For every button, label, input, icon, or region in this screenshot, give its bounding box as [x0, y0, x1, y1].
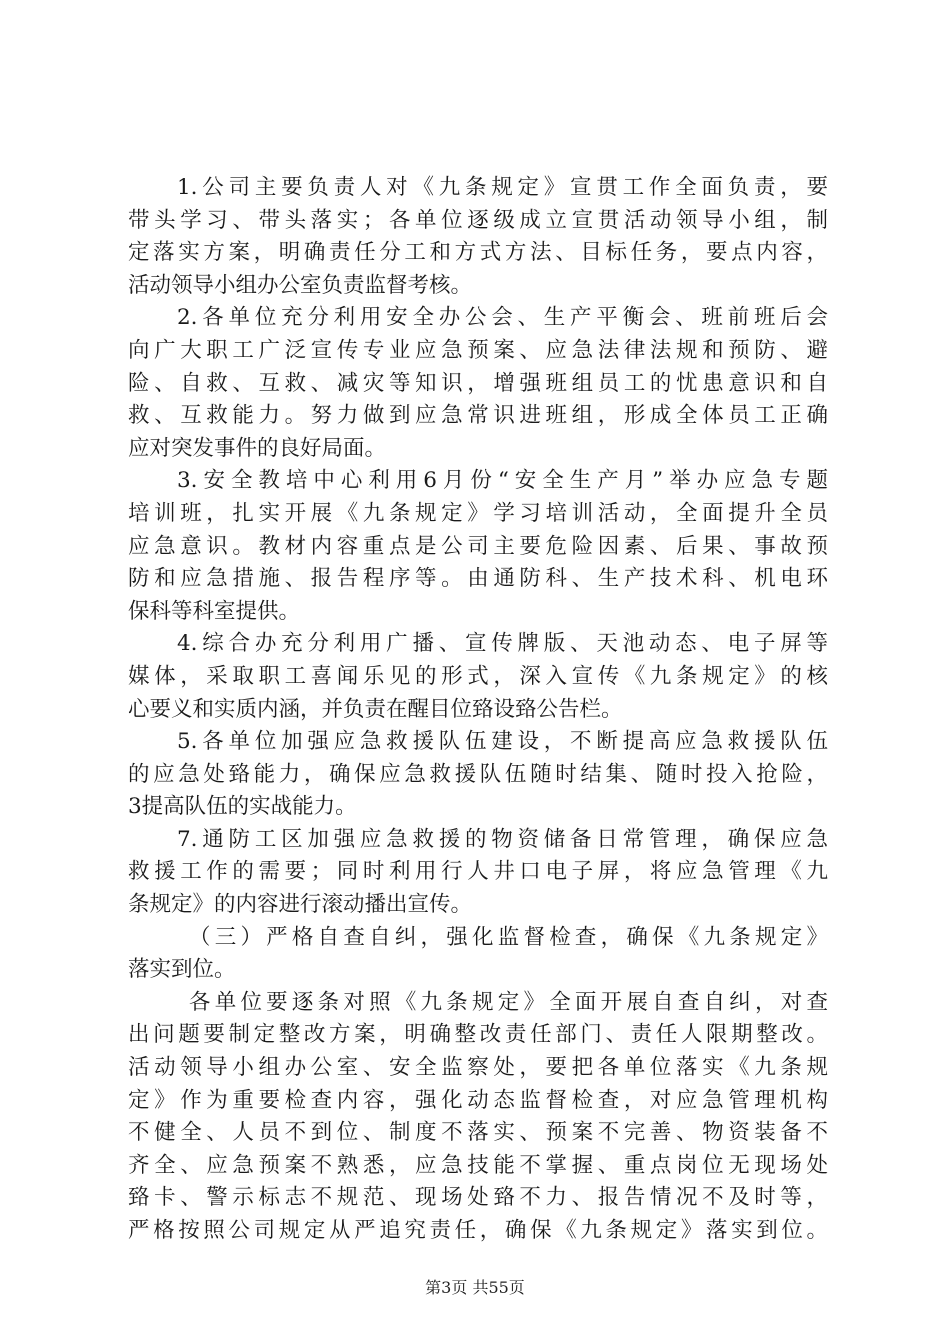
text-line: 防和应急措施、报告程序等。由通防科、生产技术科、机电环 [128, 566, 828, 592]
text-line: 应对突发事件的良好局面。 [128, 435, 387, 461]
text-line: 7.通防工区加强应急救援的物资储备日常管理，确保应急 [177, 826, 828, 852]
text-line: 齐全、应急预案不熟悉，应急技能不掌握、重点岗位无现场处 [128, 1152, 828, 1178]
text-line: 3提高队伍的实战能力。 [128, 794, 357, 820]
text-line: 险、自救、互救、减灾等知识，增强班组员工的忧患意识和自 [128, 370, 828, 396]
text-line: 4.综合办充分利用广播、宣传牌版、天池动态、电子屏等 [177, 631, 828, 657]
text-line: 落实到位。 [128, 957, 236, 983]
text-line: 严格按照公司规定从严追究责任，确保《九条规定》落实到位。 [128, 1218, 828, 1243]
paragraph-3 [128, 465, 828, 628]
section-heading [128, 922, 828, 987]
text-line: 的应急处臵能力，确保应急救援队伍随时结集、随时投入抢险， [128, 761, 828, 787]
paragraph-8 [128, 987, 828, 1248]
text-line: 心要义和实质内涵，并负责在醒目位臵设臵公告栏。 [128, 696, 623, 722]
text-line: 2.各单位充分利用安全办公会、生产平衡会、班前班后会 [177, 305, 828, 331]
paragraph-6 [128, 824, 828, 922]
text-line: 培训班，扎实开展《九条规定》学习培训活动，全面提升全员 [128, 500, 828, 526]
document-body [128, 172, 828, 1248]
text-line: 保科等科室提供。 [128, 598, 301, 624]
text-line: 应急意识。教材内容重点是公司主要危险因素、后果、事故预 [128, 533, 828, 559]
text-line: 5.各单位加强应急救援队伍建设，不断提高应急救援队伍 [177, 729, 828, 755]
text-line: 活动领导小组办公室、安全监察处，要把各单位落实《九条规 [128, 1055, 828, 1081]
text-line: 救、互救能力。努力做到应急常识进班组，形成全体员工正确 [128, 403, 828, 429]
text-line: 救援工作的需要；同时利用行人井口电子屏，将应急管理《九 [128, 859, 828, 885]
text-line: （三）严格自查自纠，强化监督检查，确保《九条规定》 [189, 924, 828, 950]
paragraph-2 [128, 302, 828, 465]
text-line: 臵卡、警示标志不规范、现场处臵不力、报告情况不及时等， [128, 1185, 828, 1211]
text-line: 出问题要制定整改方案，明确整改责任部门、责任人限期整改。 [128, 1022, 828, 1048]
text-line: 定落实方案，明确责任分工和方式方法、目标任务，要点内容， [128, 240, 828, 266]
paragraph-5 [128, 726, 828, 824]
text-line: 活动领导小组办公室负责监督考核。 [128, 272, 473, 298]
page-number: 第3页 共55页 [425, 1278, 525, 1297]
text-line: 定》作为重要检查内容，强化动态监督检查，对应急管理机构 [128, 1087, 828, 1113]
text-line: 1.公司主要负责人对《九条规定》宣贯工作全面负责，要 [177, 175, 828, 200]
text-line: 向广大职工广泛宣传专业应急预案、应急法律法规和预防、避 [128, 337, 828, 363]
text-line: 不健全、人员不到位、制度不落实、预案不完善、物资装备不 [128, 1120, 828, 1146]
text-line: 各单位要逐条对照《九条规定》全面开展自查自纠，对查 [189, 989, 828, 1015]
paragraph-1 [128, 172, 828, 302]
text-line: 条规定》的内容进行滚动播出宣传。 [128, 892, 473, 918]
text-line: 3.安全教培中心利用6月份“安全生产月”举办应急专题 [177, 468, 828, 494]
text-line: 媒体，采取职工喜闻乐见的形式，深入宣传《九条规定》的核 [128, 663, 828, 689]
paragraph-4 [128, 628, 828, 726]
page-footer [0, 1278, 950, 1298]
text-line: 带头学习、带头落实；各单位逐级成立宣贯活动领导小组，制 [128, 207, 828, 233]
